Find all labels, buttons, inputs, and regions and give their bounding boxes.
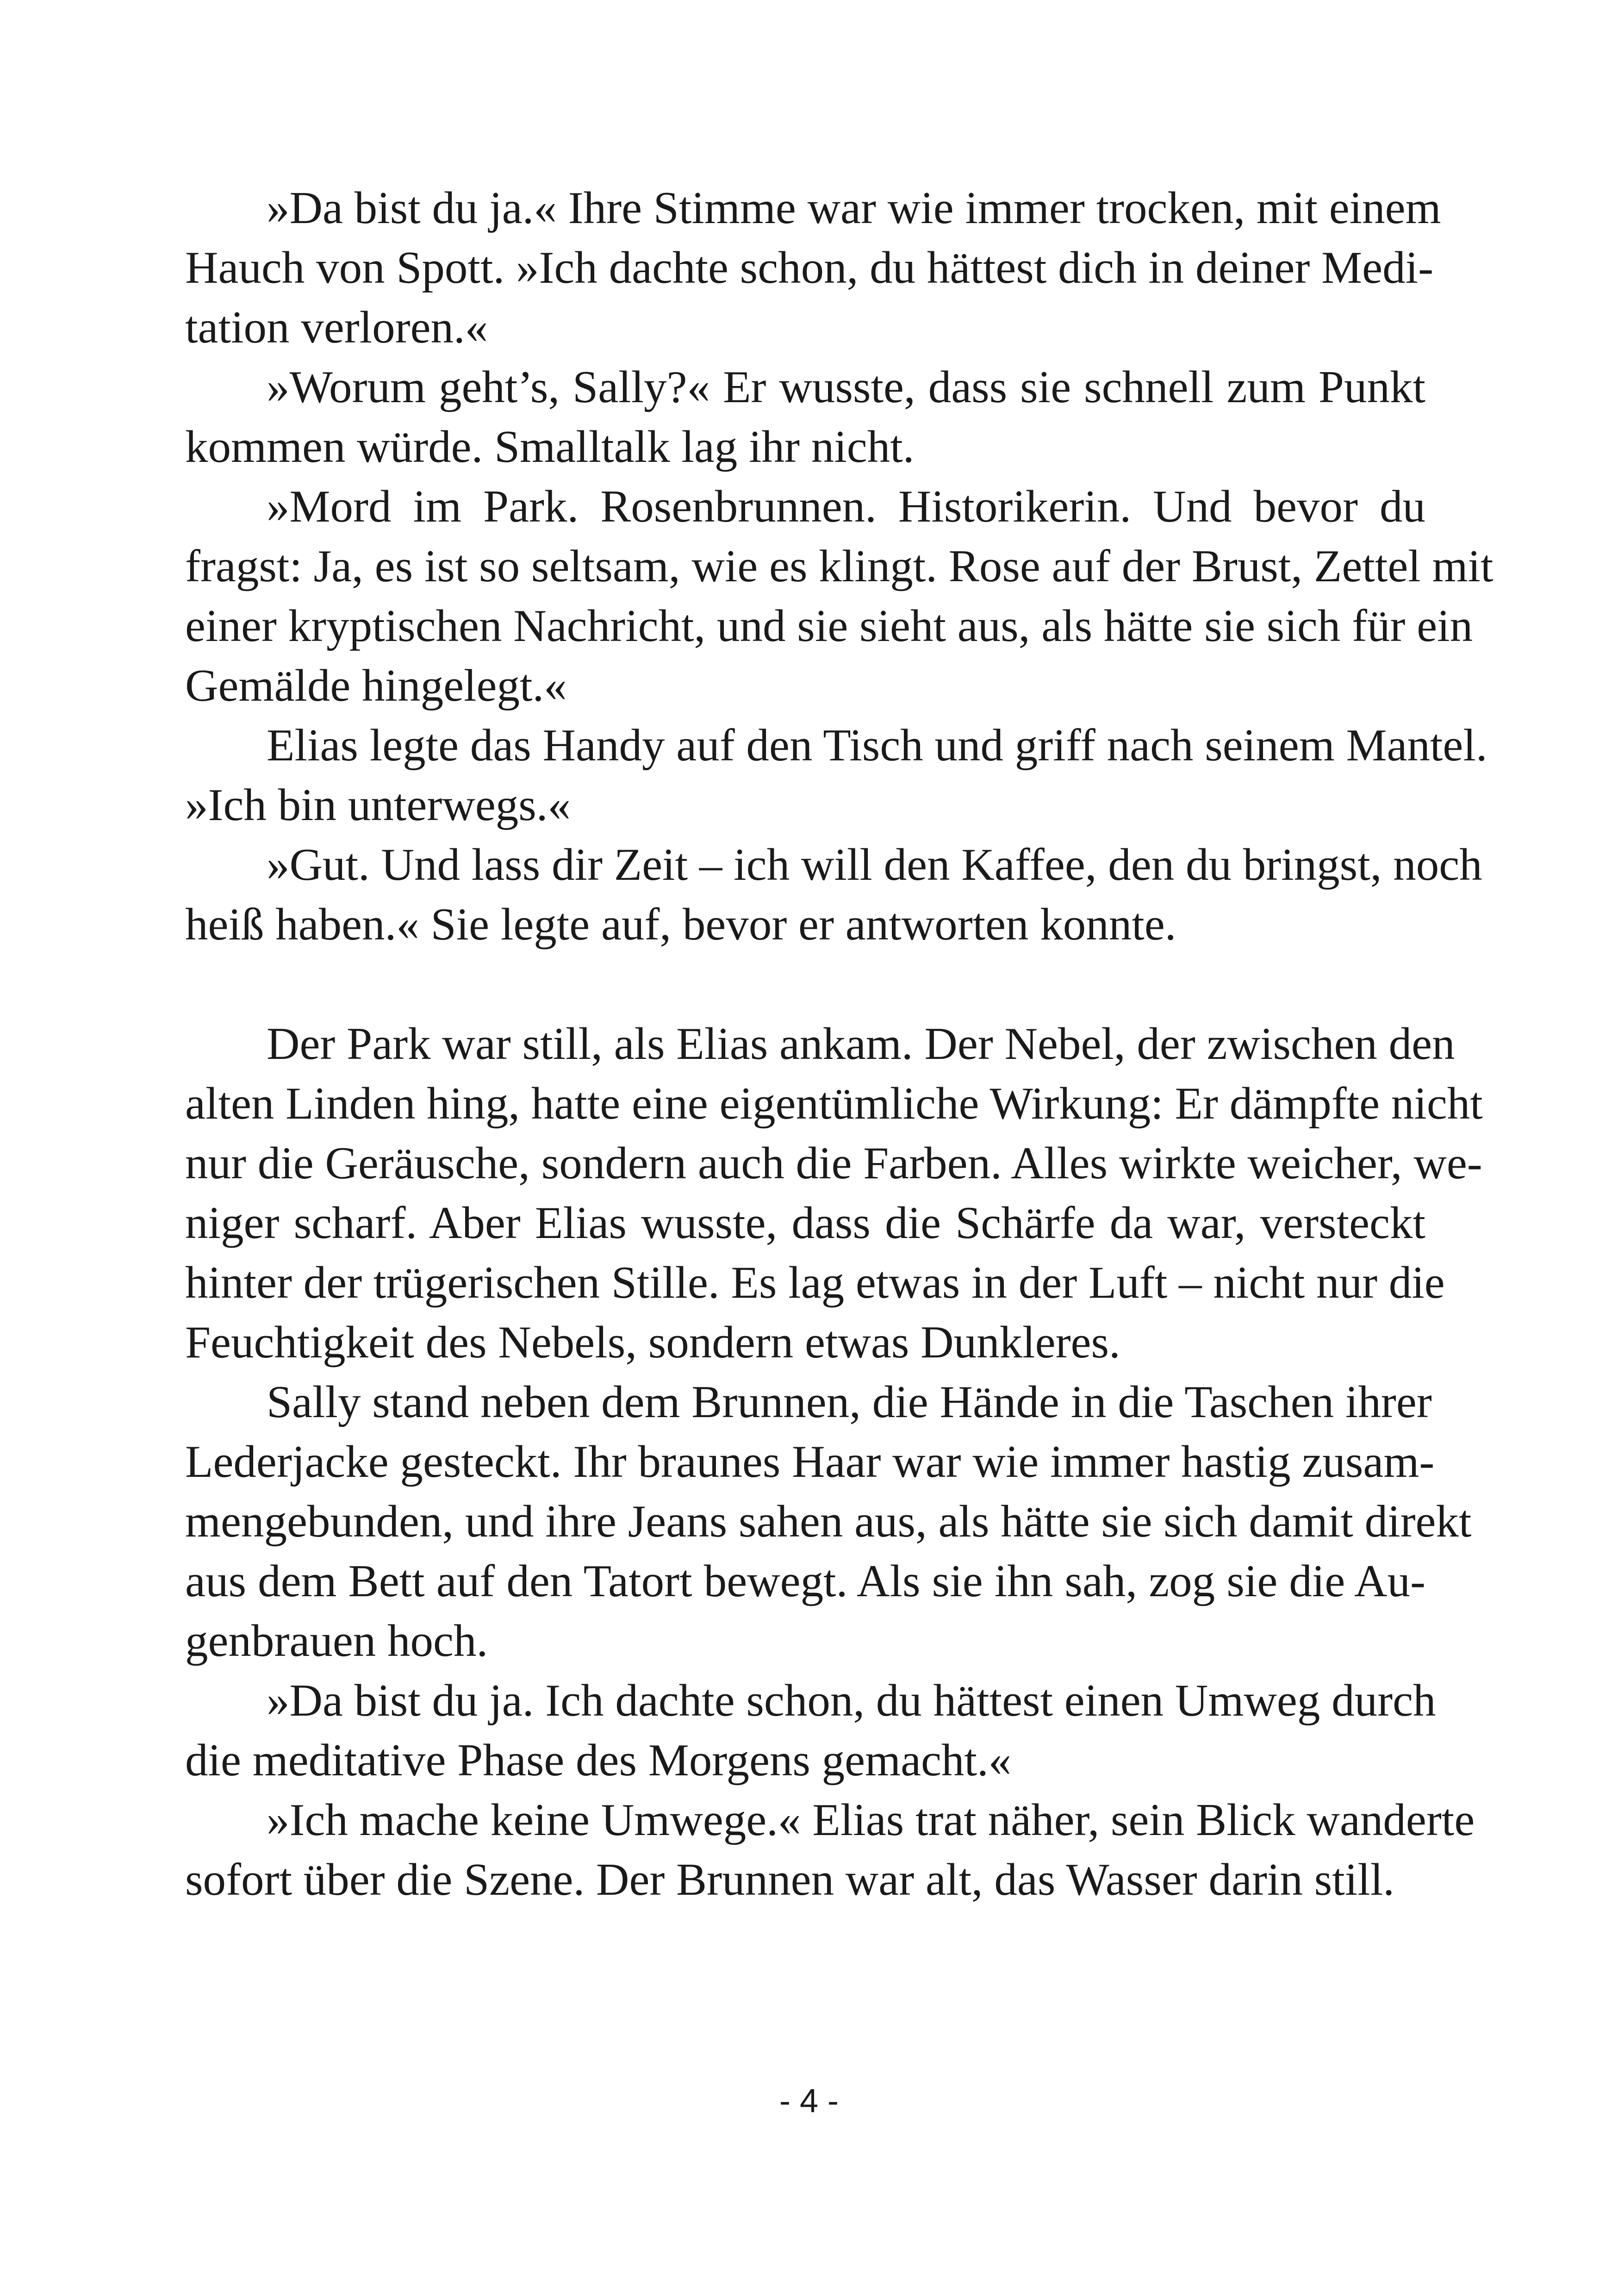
text-line: hinter der trügerischen Stille. Es lag etwas in der Luft – nicht nur die: [185, 1257, 1445, 1308]
text-line: tation verloren.«: [185, 302, 488, 353]
text-line: Lederjacke gesteckt. Ihr braunes Haar war wie immer hastig zusam-: [185, 1437, 1435, 1487]
text-line: nur die Geräusche, sondern auch die Farben. Alles wirkte weicher, we-: [185, 1138, 1482, 1188]
text-line: Gemälde hingelegt.«: [185, 660, 567, 711]
text-line: fragst: Ja, es ist so seltsam, wie es klingt. Rose auf der Brust, Zettel mit: [185, 541, 1494, 591]
text-line: Hauch von Spott. »Ich dachte schon, du hättest dich in deiner Medi-: [185, 243, 1434, 293]
section-break: [185, 954, 1425, 1014]
text-line: »Worum geht’s, Sally?« Er wusste, dass sie schnell zum Punkt: [267, 362, 1425, 412]
text-line: kommen würde. Smalltalk lag ihr nicht.: [185, 422, 915, 472]
text-line: aus dem Bett auf den Tatort bewegt. Als sie ihn sah, zog sie die Au-: [185, 1556, 1425, 1606]
text-line: mengebunden, und ihre Jeans sahen aus, als hätte sie sich damit direkt: [185, 1496, 1472, 1547]
text-line: »Ich bin unterwegs.«: [185, 780, 571, 830]
text-line: alten Linden hing, hatte eine eigentümliche Wirkung: Er dämpfte nicht: [185, 1078, 1483, 1129]
text-line: sofort über die Szene. Der Brunnen war alt, das Wasser darin still.: [185, 1854, 1394, 1905]
text-line: »Da bist du ja. Ich dachte schon, du hättest einen Umweg durch: [267, 1675, 1436, 1726]
text-line: »Gut. Und lass dir Zeit – ich will den Kaffee, den du bringst, noch: [267, 840, 1482, 890]
text-line: »Ich mache keine Umwege.« Elias trat näher, sein Blick wanderte: [267, 1795, 1475, 1845]
text-line: »Mord im Park. Rosenbrunnen. Historikerin. Und bevor du: [267, 481, 1425, 532]
text-line: niger scharf. Aber Elias wusste, dass die Schärfe da war, versteckt: [185, 1198, 1425, 1248]
page-number: - 4 -: [779, 2083, 839, 2120]
text-line: Der Park war still, als Elias ankam. Der Nebel, der zwischen den: [267, 1019, 1455, 1069]
text-line: »Da bist du ja.« Ihre Stimme war wie immer trocken, mit einem: [267, 183, 1441, 233]
text-line: heiß haben.« Sie legte auf, bevor er antworten konnte.: [185, 899, 1176, 950]
text-line: Elias legte das Handy auf den Tisch und griff nach seinem Mantel.: [267, 720, 1487, 771]
text-line: genbrauen hoch.: [185, 1616, 488, 1666]
body-text: [185, 178, 1494, 1910]
text-line: Feuchtigkeit des Nebels, sondern etwas Dunkleres.: [185, 1317, 1120, 1368]
text-line: Sally stand neben dem Brunnen, die Hände in die Taschen ihrer: [267, 1377, 1432, 1427]
text-line: einer kryptischen Nachricht, und sie sieht aus, als hätte sie sich für ein: [185, 601, 1473, 651]
text-line: die meditative Phase des Morgens gemacht.«: [185, 1735, 1012, 1786]
